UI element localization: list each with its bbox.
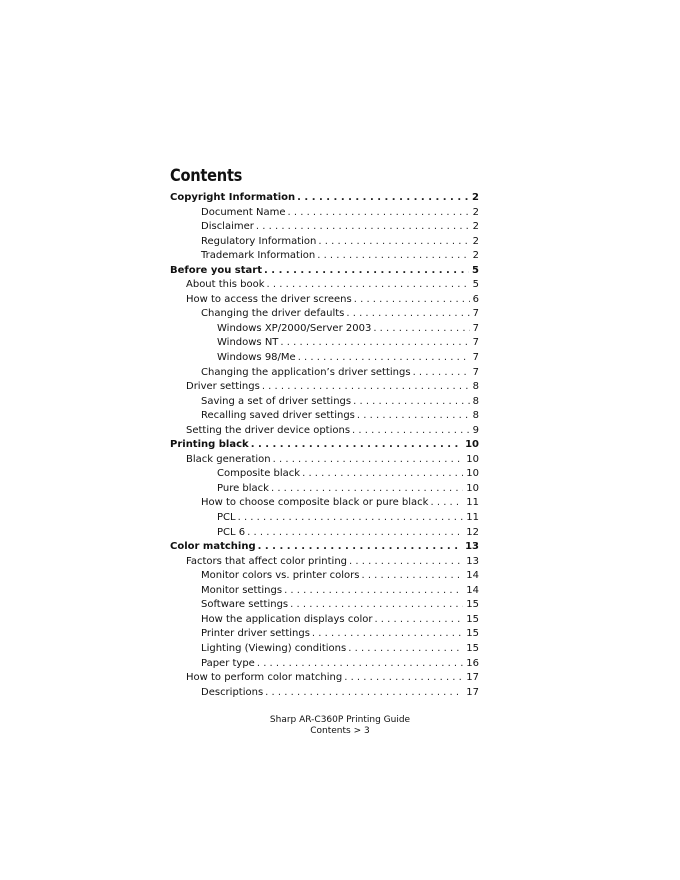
toc-entry-page-number: 6	[472, 293, 479, 305]
toc-entry[interactable]	[170, 598, 479, 613]
toc-entry[interactable]	[170, 424, 479, 439]
toc-entry-page-number: 5	[472, 279, 479, 291]
toc-entry-page-number: 8	[472, 395, 479, 407]
dot-leader	[353, 395, 470, 410]
dot-leader	[271, 482, 463, 497]
toc-entry-page-number: 15	[466, 613, 479, 625]
toc-entry-label: Before you start	[170, 264, 263, 276]
toc-entry-page-number: 13	[466, 555, 479, 567]
dot-leader	[302, 467, 463, 482]
dot-leader	[288, 206, 470, 221]
toc-entry-page-number: 14	[466, 584, 479, 596]
toc-entry[interactable]	[170, 264, 479, 279]
dot-leader	[352, 424, 470, 439]
toc-entry-page-number: 10	[466, 482, 479, 494]
dot-leader	[238, 511, 464, 526]
toc-entry-label: Windows NT	[217, 337, 279, 349]
toc-entry-page-number: 2	[472, 250, 479, 262]
toc-entry-label: PCL	[217, 512, 236, 524]
toc-entry-page-number: 10	[466, 468, 479, 480]
toc-entry-label: How to perform color matching	[186, 672, 343, 684]
toc-entry-label: Monitor colors vs. printer colors	[201, 570, 360, 582]
toc-entry-page-number: 2	[472, 192, 479, 203]
toc-entry-label: Lighting (Viewing) conditions	[201, 642, 347, 654]
footer-document-title: Sharp AR-C360P Printing Guide	[269, 715, 411, 725]
dot-leader	[280, 336, 469, 351]
dot-leader	[354, 293, 470, 308]
toc-entry-label: Driver settings	[186, 381, 260, 393]
toc-entry-label: How to choose composite black or pure black	[201, 497, 429, 509]
toc-entry-label: Regulatory Information	[201, 235, 317, 247]
toc-entry[interactable]	[170, 235, 479, 250]
toc-entry[interactable]	[170, 453, 479, 468]
dot-leader	[413, 366, 470, 381]
toc-entry[interactable]	[170, 569, 479, 584]
dot-leader	[317, 249, 469, 264]
dot-leader	[265, 686, 463, 701]
toc-entry-label: Monitor settings	[201, 584, 283, 596]
toc-entry-label: Windows XP/2000/Server 2003	[217, 322, 372, 334]
toc-entry-page-number: 10	[465, 439, 479, 451]
toc-entry[interactable]	[170, 540, 479, 555]
toc-entry-page-number: 7	[472, 308, 479, 320]
dot-leader	[257, 657, 463, 672]
toc-entry-page-number: 16	[466, 657, 479, 669]
toc-entry[interactable]	[170, 526, 479, 541]
page-footer	[170, 715, 510, 737]
toc-entry[interactable]	[170, 467, 479, 482]
toc-entry-label: Software settings	[201, 599, 289, 611]
toc-entry[interactable]	[170, 671, 479, 686]
toc-entry-label: How the application displays color	[201, 613, 373, 625]
toc-entry-label: Copyright Information	[170, 192, 296, 203]
toc-entry[interactable]	[170, 366, 479, 381]
toc-entry-page-number: 14	[466, 570, 479, 582]
toc-entry-page-number: 2	[472, 206, 479, 218]
toc-entry-label: Saving a set of driver settings	[201, 395, 352, 407]
dot-leader	[361, 569, 463, 584]
toc-entry-label: Setting the driver device options	[186, 424, 351, 436]
toc-entry-page-number: 11	[466, 497, 479, 509]
toc-entry-page-number: 17	[466, 672, 479, 684]
toc-entry[interactable]	[170, 627, 479, 642]
toc-entry[interactable]	[170, 206, 479, 221]
dot-leader	[298, 351, 470, 366]
table-of-contents	[170, 191, 479, 700]
toc-entry[interactable]	[170, 555, 479, 570]
toc-entry-page-number: 5	[472, 264, 479, 276]
toc-entry-label: PCL 6	[217, 526, 246, 538]
dot-leader	[256, 220, 470, 235]
toc-entry[interactable]	[170, 438, 479, 453]
toc-entry[interactable]	[170, 278, 479, 293]
toc-entry-page-number: 7	[472, 322, 479, 334]
toc-entry[interactable]	[170, 409, 479, 424]
dot-leader	[357, 409, 470, 424]
toc-entry[interactable]	[170, 307, 479, 322]
toc-entry-label: Factors that affect color printing	[186, 555, 348, 567]
toc-entry-label: Descriptions	[201, 686, 264, 698]
toc-entry-page-number: 15	[466, 599, 479, 611]
toc-entry-label: Windows 98/Me	[217, 352, 296, 364]
toc-entry-label: Changing the application’s driver settings	[201, 366, 411, 378]
toc-entry-label: Recalling saved driver settings	[201, 410, 355, 422]
toc-entry-label: Trademark Information	[201, 250, 316, 262]
toc-entry[interactable]	[170, 249, 479, 264]
toc-entry-page-number: 2	[472, 235, 479, 247]
toc-entry[interactable]	[170, 482, 479, 497]
toc-entry[interactable]	[170, 191, 479, 206]
toc-entry[interactable]	[170, 496, 479, 511]
dot-leader	[290, 598, 463, 613]
toc-entry-label: How to access the driver screens	[186, 293, 352, 305]
toc-entry-label: Color matching	[170, 541, 256, 553]
dot-leader	[297, 191, 469, 206]
toc-entry-label: Printer driver settings	[201, 628, 310, 640]
toc-entry[interactable]	[170, 584, 479, 599]
toc-entry-page-number: 8	[472, 410, 479, 422]
dot-leader	[430, 496, 463, 511]
toc-entry-label: Disclaimer	[201, 221, 254, 233]
dot-leader	[251, 438, 462, 453]
dot-leader	[267, 278, 470, 293]
toc-entry-page-number: 11	[466, 512, 479, 524]
toc-entry[interactable]	[170, 686, 479, 701]
dot-leader	[344, 671, 463, 686]
toc-entry[interactable]	[170, 511, 479, 526]
toc-entry-page-number: 7	[472, 366, 479, 378]
toc-entry[interactable]	[170, 613, 479, 628]
toc-entry-label: Changing the driver defaults	[201, 308, 345, 320]
page-title: Contents	[170, 166, 243, 186]
toc-entry[interactable]	[170, 380, 479, 395]
toc-entry-label: Document Name	[201, 206, 286, 218]
toc-entry-page-number: 2	[472, 221, 479, 233]
dot-leader	[374, 613, 463, 628]
dot-leader	[346, 307, 469, 322]
toc-entry-label: Paper type	[201, 657, 255, 669]
dot-leader	[262, 380, 470, 395]
toc-entry[interactable]	[170, 642, 479, 657]
toc-entry-page-number: 13	[465, 541, 479, 553]
dot-leader	[349, 555, 463, 570]
footer-page-reference: Contents > 3	[310, 726, 370, 736]
toc-entry[interactable]	[170, 336, 479, 351]
toc-entry-page-number: 17	[466, 686, 479, 698]
toc-entry-label: About this book	[186, 279, 265, 291]
dot-leader	[247, 526, 463, 541]
toc-entry-page-number: 12	[466, 526, 479, 538]
dot-leader	[284, 584, 463, 599]
toc-entry-label: Black generation	[186, 453, 271, 465]
dot-leader	[348, 642, 463, 657]
toc-entry-label: Pure black	[217, 482, 269, 494]
dot-leader	[258, 540, 462, 555]
toc-entry[interactable]	[170, 351, 479, 366]
toc-entry-page-number: 15	[466, 628, 479, 640]
toc-entry[interactable]	[170, 220, 479, 235]
toc-entry-label: Composite black	[217, 468, 301, 480]
toc-entry-page-number: 9	[472, 424, 479, 436]
dot-leader	[373, 322, 469, 337]
toc-entry-page-number: 15	[466, 642, 479, 654]
dot-leader	[318, 235, 469, 250]
toc-entry-page-number: 8	[472, 381, 479, 393]
toc-entry[interactable]	[170, 657, 479, 672]
dot-leader	[264, 264, 469, 279]
toc-entry-label: Printing black	[170, 439, 249, 451]
toc-entry-page-number: 7	[472, 352, 479, 364]
toc-entry[interactable]	[170, 395, 479, 410]
toc-entry[interactable]	[170, 322, 479, 337]
toc-entry-page-number: 7	[472, 337, 479, 349]
dot-leader	[312, 627, 463, 642]
toc-entry-page-number: 10	[466, 453, 479, 465]
toc-entry[interactable]	[170, 293, 479, 308]
dot-leader	[273, 453, 464, 468]
